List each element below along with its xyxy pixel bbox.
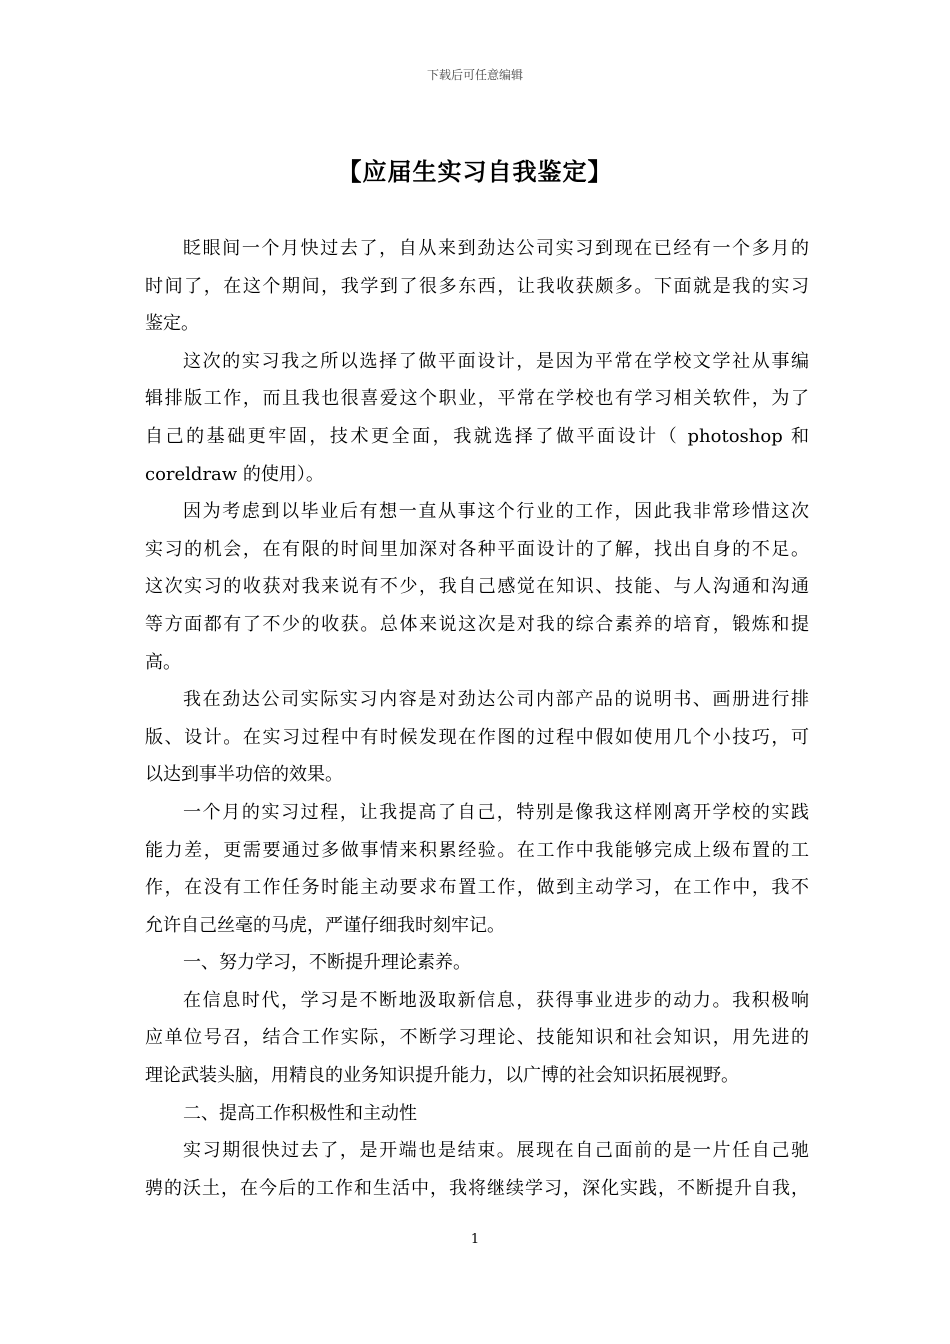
paragraph-line: 时间了，在这个期间，我学到了很多东西，让我收获颇多。下面就是我的实习 <box>145 275 809 297</box>
paragraph-line: 这次的实习我之所以选择了做平面设计，是因为平常在学校文学社从事编 <box>183 350 809 372</box>
paragraph-line: 以达到事半功倍的效果。 <box>145 764 343 786</box>
paragraph-line: 理论武装头脑，用精良的业务知识提升能力，以广博的社会知识拓展视野。 <box>145 1065 739 1087</box>
page-number: 1 <box>470 1232 480 1247</box>
paragraph-line: 鉴定。 <box>145 313 199 335</box>
paragraph-line: 等方面都有了不少的收获。总体来说这次是对我的综合素养的培育，锻炼和提 <box>145 613 809 635</box>
paragraph-line: 辑排版工作，而且我也很喜爱这个职业，平常在学校也有学习相关软件，为了 <box>145 388 809 410</box>
paragraph-line: 实习期很快过去了，是开端也是结束。展现在自己面前的是一片任自己驰 <box>183 1140 809 1162</box>
paragraph-line: 版、设计。在实习过程中有时候发现在作图的过程中假如使用几个小技巧，可 <box>145 726 809 748</box>
paragraph-line: 一个月的实习过程，让我提高了自己，特别是像我这样刚离开学校的实践 <box>183 801 809 823</box>
paragraph-line: 骋的沃土，在今后的工作和生活中，我将继续学习，深化实践，不断提升自我， <box>145 1177 809 1199</box>
paragraph-line: 作，在没有工作任务时能主动要求布置工作，做到主动学习，在工作中，我不 <box>145 877 809 899</box>
section-heading: 二、提高工作积极性和主动性 <box>183 1102 417 1124</box>
paragraph-line: 能力差，更需要通过多做事情来积累经验。在工作中我能够完成上级布置的工 <box>145 839 809 861</box>
paragraph-line: 允许自己丝毫的马虎，严谨仔细我时刻牢记。 <box>145 914 505 936</box>
paragraph-line: 这次实习的收获对我来说有不少，我自己感觉在知识、技能、与人沟通和沟通 <box>145 576 809 598</box>
document-body <box>145 230 809 1207</box>
paragraph-line: 眨眼间一个月快过去了，自从来到劲达公司实习到现在已经有一个多月的 <box>183 238 809 259</box>
paragraph-line: 在信息时代，学习是不断地汲取新信息，获得事业进步的动力。我积极响 <box>183 989 809 1011</box>
paragraph-line: 应单位号召，结合工作实际，不断学习理论、技能知识和社会知识，用先进的 <box>145 1027 809 1049</box>
paragraph-line: 自己的基础更牢固，技术更全面，我就选择了做平面设计（ photoshop 和 <box>145 425 809 447</box>
paragraph-line: 实习的机会，在有限的时间里加深对各种平面设计的了解，找出自身的不足。 <box>145 538 809 560</box>
paragraph-line: coreldraw 的使用）。 <box>145 463 324 485</box>
paragraph-line: 高。 <box>145 651 181 673</box>
section-heading: 一、努力学习，不断提升理论素养。 <box>183 952 471 974</box>
paragraph-line: 因为考虑到以毕业后有想一直从事这个行业的工作，因此我非常珍惜这次 <box>183 501 809 523</box>
document-title: 【应届生实习自我鉴定】 <box>337 157 613 186</box>
page-header: 下载后可任意编辑 <box>426 68 523 82</box>
paragraph-line: 我在劲达公司实际实习内容是对劲达公司内部产品的说明书、画册进行排 <box>183 689 809 711</box>
